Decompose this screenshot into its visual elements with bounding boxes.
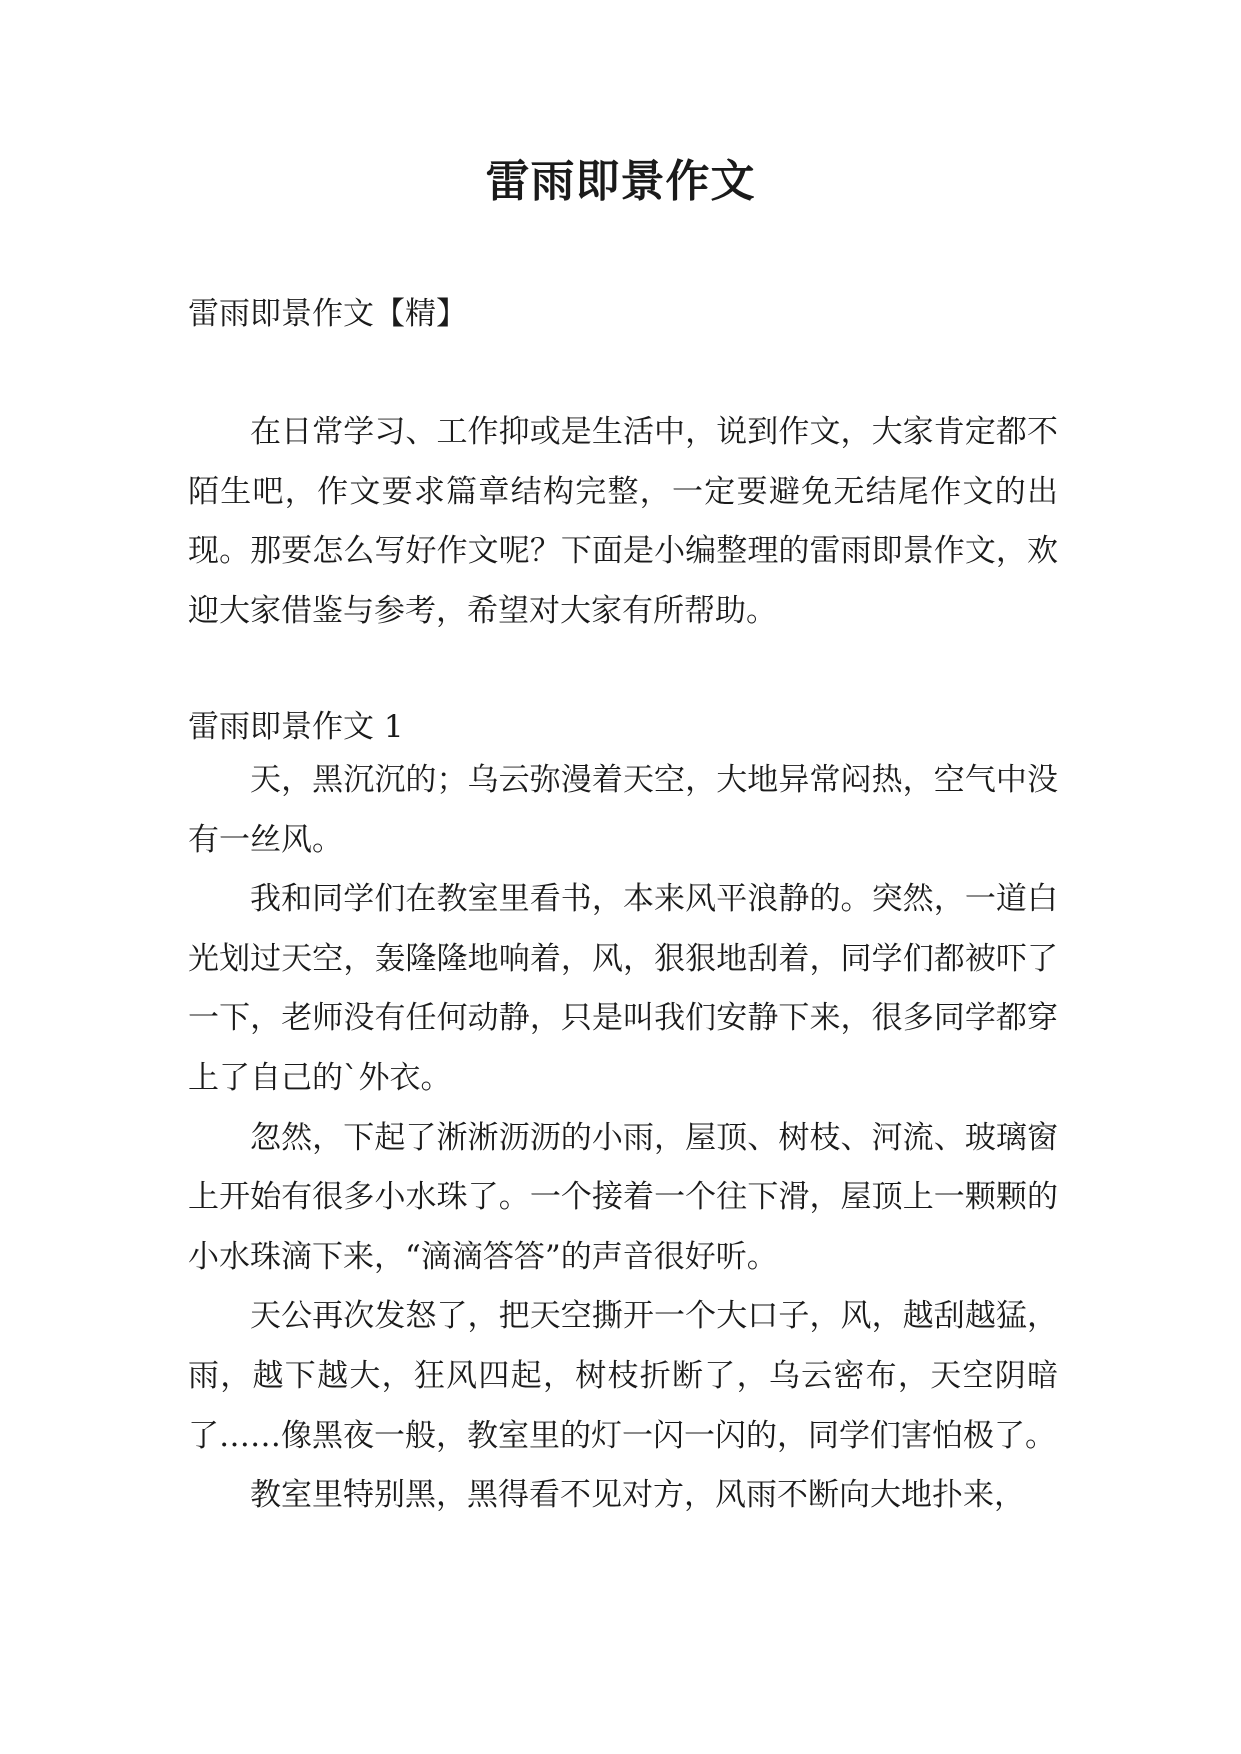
essay-body [188,751,1058,1526]
section-heading: 雷雨即景作文 1 [188,709,404,745]
document-title: 雷雨即景作文 [485,156,756,207]
essay-paragraph: 教室里特别黑，黑得看不见对方，风雨不断向大地扑来， [250,1477,1025,1514]
intro-block [188,403,1058,641]
essay-paragraph: 天，黑沉沉的；乌云弥漫着天空，大地异常闷热，空气中没有一丝风。 [188,762,1058,858]
intro-paragraph: 在日常学习、工作抑或是生活中，说到作文，大家肯定都不陌生吧，作文要求篇章结构完整，一定要避免无结尾作文的出现。那要怎么写好作文呢？下面是小编整理的雷雨即景作文，欢迎大家借鉴与参考，希望对大家有所帮助。 [188,414,1058,629]
essay-paragraph: 天公再次发怒了，把天空撕开一个大口子，风，越刮越猛，雨，越下越大，狂风四起，树枝折断了，乌云密布，天空阴暗了……像黑夜一般，教室里的灯一闪一闪的，同学们害怕极了。 [188,1298,1058,1454]
document-subtitle: 雷雨即景作文【精】 [188,296,467,332]
essay-paragraph: 我和同学们在教室里看书，本来风平浪静的。突然，一道白光划过天空，轰隆隆地响着，风，狠狠地刮着，同学们都被吓了一下，老师没有任何动静，只是叫我们安静下来，很多同学都穿上了自己的`外衣。 [188,881,1058,1096]
essay-paragraph: 忽然，下起了淅淅沥沥的小雨，屋顶、树枝、河流、玻璃窗上开始有很多小水珠了。一个接着一个往下滑，屋顶上一颗颗的小水珠滴下来，“滴滴答答”的声音很好听。 [188,1119,1058,1275]
